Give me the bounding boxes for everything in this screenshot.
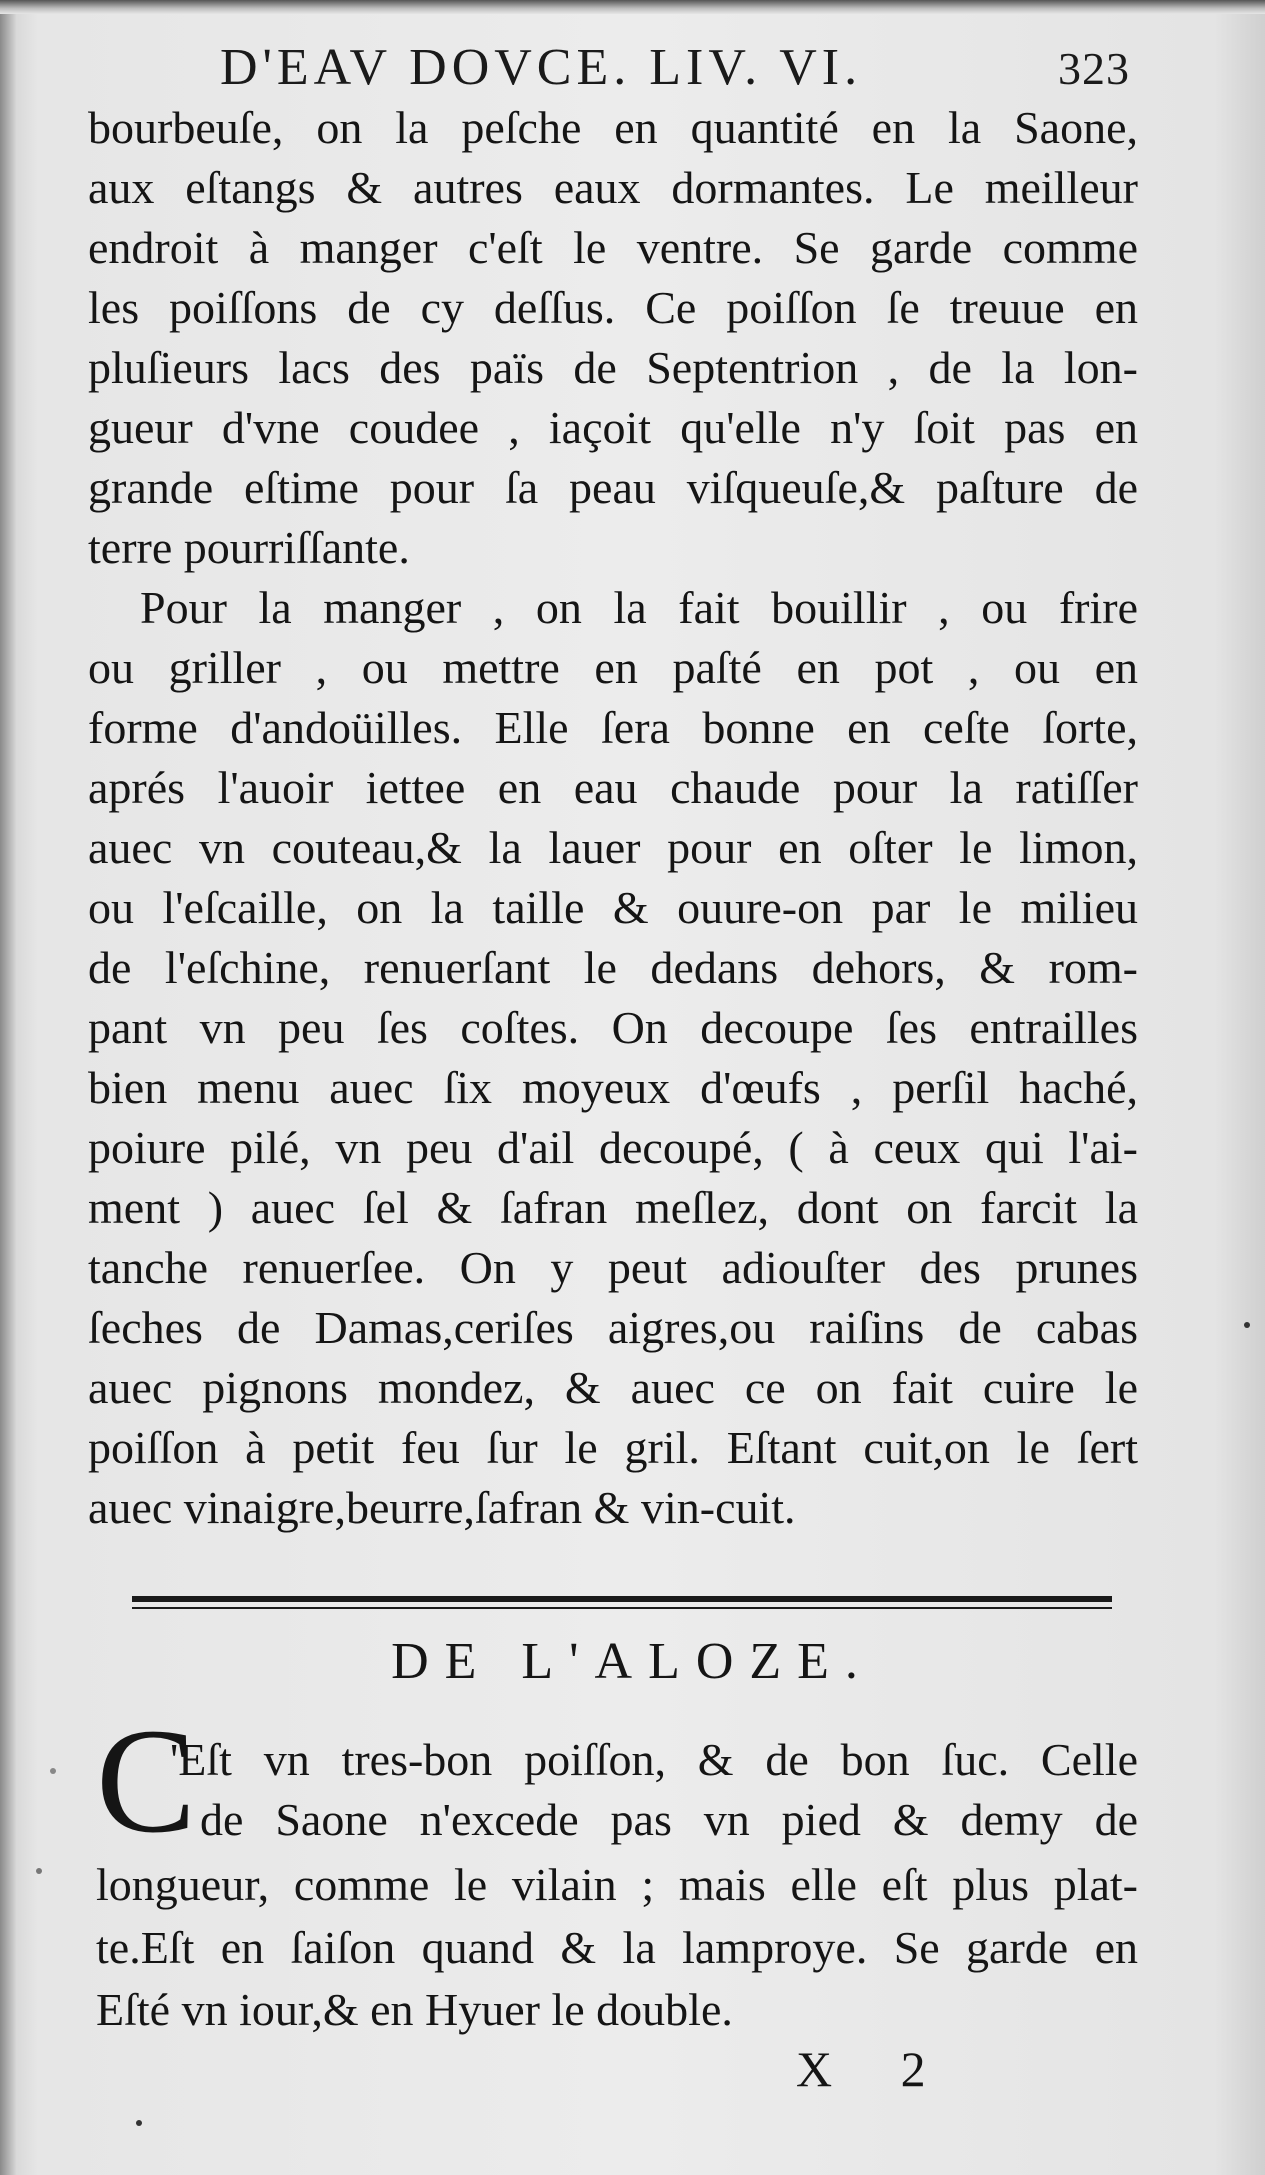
- text-line: pluſieurs lacs des païs de Septentrion , de la lon-: [88, 342, 1138, 393]
- text-line: poiure pilé, vn peu d'ail decoupé, ( à ceux qui l'ai-: [88, 1122, 1138, 1173]
- text-line: bien menu auec ſix moyeux d'œufs , perſil haché,: [88, 1062, 1138, 1113]
- page-gutter-shadow: [0, 0, 16, 2175]
- text-line: de l'eſchine, renuerſant le dedans dehors, & rom-: [88, 942, 1138, 993]
- text-line: ou griller , ou mettre en paſté en pot , ou en: [88, 642, 1138, 693]
- text-line: auec vn couteau,& la lauer pour en oſter le limon,: [88, 822, 1138, 873]
- running-head: [220, 38, 1160, 98]
- text-line: poiſſon à petit feu ſur le gril. Eſtant cuit,on le ſert: [88, 1422, 1138, 1473]
- section-heading: DE L'ALOZE.: [391, 1633, 874, 1690]
- section-rule-thin: [132, 1607, 1112, 1609]
- text-line: grande eſtime pour ſa peau viſqueuſe,& paſture de: [88, 462, 1138, 513]
- text-line: forme d'andoüilles. Elle ſera bonne en ceſte ſorte,: [88, 702, 1138, 753]
- text-line: endroit à manger c'eſt le ventre. Se garde comme: [88, 222, 1138, 273]
- page-number: 323: [1058, 43, 1130, 94]
- ink-speck: [136, 2120, 142, 2126]
- text-line: ſeches de Damas,ceriſes aigres,ou raiſins de cabas: [88, 1302, 1138, 1353]
- text-line: ou l'eſcaille, on la taille & ouure-on par le milieu: [88, 882, 1138, 933]
- text-line: te.Eſt en ſaiſon quand & la lamproye. Se garde en: [96, 1922, 1138, 1973]
- text-line: terre pourriſſante.: [88, 522, 410, 573]
- ink-speck: [36, 1868, 42, 1874]
- text-line: ment ) auec ſel & ſafran meſlez, dont on farcit la: [88, 1182, 1138, 1233]
- signature-mark: X 2: [796, 2041, 954, 2097]
- text-line: de Saone n'excede pas vn pied & demy de: [200, 1794, 1138, 1845]
- text-line: les poiſſons de cy deſſus. Ce poiſſon ſe treuue en: [88, 282, 1138, 333]
- text-line: 'Eſt vn tres-bon poiſſon, & de bon ſuc. Celle: [170, 1734, 1138, 1785]
- text-line: aux eſtangs & autres eaux dormantes. Le meilleur: [88, 162, 1138, 213]
- ink-speck: [1244, 1322, 1250, 1328]
- text-line: auec pignons mondez, & auec ce on fait cuire le: [88, 1362, 1138, 1413]
- section-rule-thick: [132, 1596, 1112, 1602]
- paragraph-first-line: Pour la manger , on la fait bouillir , ou frire: [140, 582, 1138, 633]
- text-line: Eſté vn iour,& en Hyuer le double.: [96, 1984, 733, 2035]
- text-line: auec vinaigre,beurre,ſafran & vin-cuit.: [88, 1482, 796, 1533]
- running-title: D'EAV DOVCE. LIV. VI.: [220, 39, 863, 96]
- text-line: pant vn peu ſes coſtes. On decoupe ſes entrailles: [88, 1002, 1138, 1053]
- text-line: aprés l'auoir iettee en eau chaude pour la ratiſſer: [88, 762, 1138, 813]
- text-line: tanche renuerſee. On y peut adiouſter des prunes: [88, 1242, 1138, 1293]
- page-top-edge: [0, 0, 1265, 14]
- text-line: bourbeuſe, on la peſche en quantité en la Saone,: [88, 102, 1138, 153]
- text-line: gueur d'vne coudee , iaçoit qu'elle n'y ſoit pas en: [88, 402, 1138, 453]
- text-line: longueur, comme le vilain ; mais elle eſt plus plat-: [96, 1859, 1138, 1910]
- ink-speck: [50, 1768, 56, 1774]
- drop-cap: C: [96, 1698, 197, 1864]
